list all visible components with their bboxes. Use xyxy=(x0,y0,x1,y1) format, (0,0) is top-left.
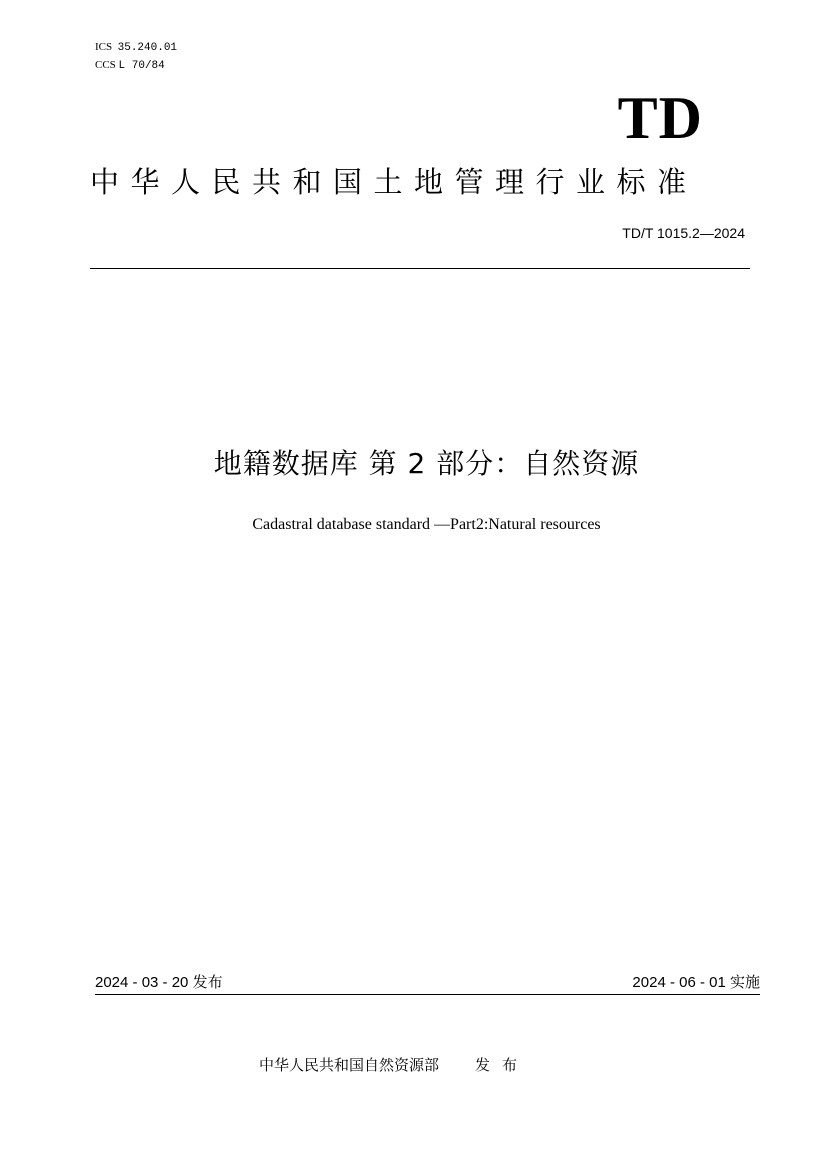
standard-logo: TD xyxy=(617,85,703,151)
header-divider xyxy=(90,268,750,269)
ics-label: ICS xyxy=(95,41,113,53)
implementation-date: 2024 - 06 - 01 实施 xyxy=(632,974,760,991)
document-title-english: Cadastral database standard —Part2:Natural resources xyxy=(252,516,601,533)
ccs-code: L 70/84 xyxy=(118,60,165,72)
ics-classification xyxy=(95,40,177,55)
publisher-action: 发布 xyxy=(475,1056,530,1074)
ccs-label: CCS xyxy=(95,59,116,71)
ics-code: 35.240.01 xyxy=(117,42,178,54)
document-title-chinese: 地籍数据库 第 2 部分：自然资源 xyxy=(213,447,640,480)
issue-date: 2024 - 03 - 20 发布 xyxy=(95,974,223,991)
footer-divider xyxy=(95,994,760,995)
publisher-name: 中华人民共和国自然资源部 xyxy=(259,1056,440,1074)
standard-number: TD/T 1015.2—2024 xyxy=(622,225,745,241)
publisher xyxy=(259,1054,529,1076)
standard-category: 中华人民共和国土地管理行业标准 xyxy=(90,165,698,199)
ccs-classification xyxy=(95,58,165,73)
